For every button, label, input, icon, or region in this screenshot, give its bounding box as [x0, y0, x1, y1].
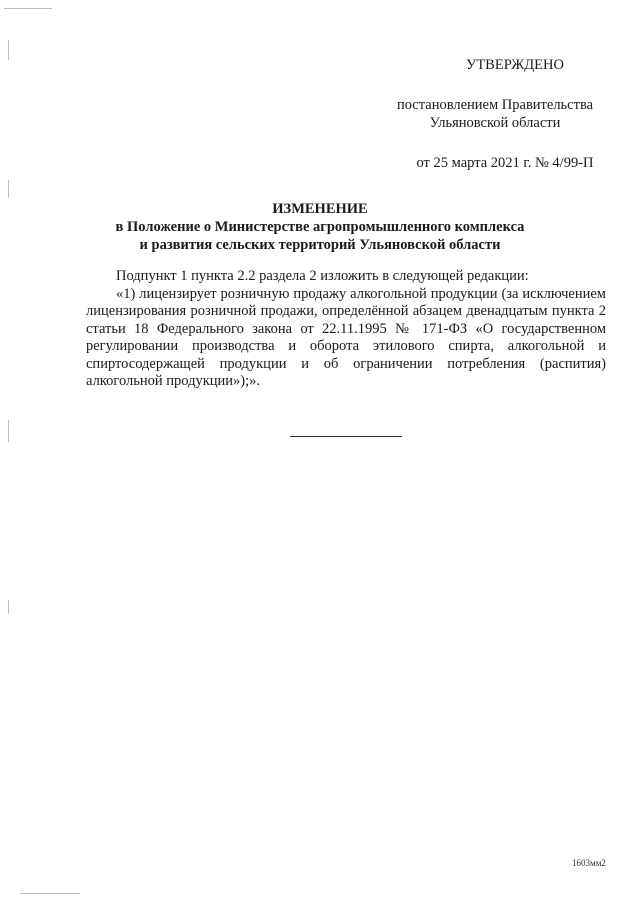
footer-code: 1603мм2 [572, 858, 606, 868]
approval-date: от 25 марта 2021 г. № 4/99-П [416, 155, 594, 171]
scan-artifact [8, 40, 9, 60]
body-paragraph-1: Подпункт 1 пункта 2.2 раздела 2 изложить в следующей редакции: [116, 268, 529, 284]
scan-artifact [4, 8, 52, 9]
approved-word: УТВЕРЖДЕНО [466, 57, 564, 73]
title-line-3: и развития сельских территорий Ульяновской области [139, 237, 501, 253]
scan-artifact [8, 180, 9, 198]
end-separator-line [290, 436, 402, 437]
document-body [86, 268, 606, 391]
body-paragraph-2: «1) лицензирует розничную продажу алкогольной продукции (за исключением лицензирования розничной продажи, определённой абзацем двенадцатым пункта 2 статьи 18 Федерального закона от 22.11.1995 № 171-ФЗ «О государственном регулировании производства и оборота этилового спирта, алкогольной и спиртосодержащей продукции и об ограничении потребления (распития) алкогольной продукции»);». [86, 285, 606, 389]
approval-stamp [380, 56, 610, 172]
document-title [0, 200, 640, 254]
scan-artifact [8, 420, 9, 442]
title-main: ИЗМЕНЕНИЕ [272, 201, 368, 217]
approved-by-line: постановлением Правительства [396, 97, 594, 113]
approved-by-region: Ульяновской области [429, 115, 561, 131]
scan-artifact [20, 893, 80, 894]
title-line-2: в Положение о Министерстве агропромышленного комплекса [115, 219, 525, 235]
scan-artifact [8, 600, 9, 614]
